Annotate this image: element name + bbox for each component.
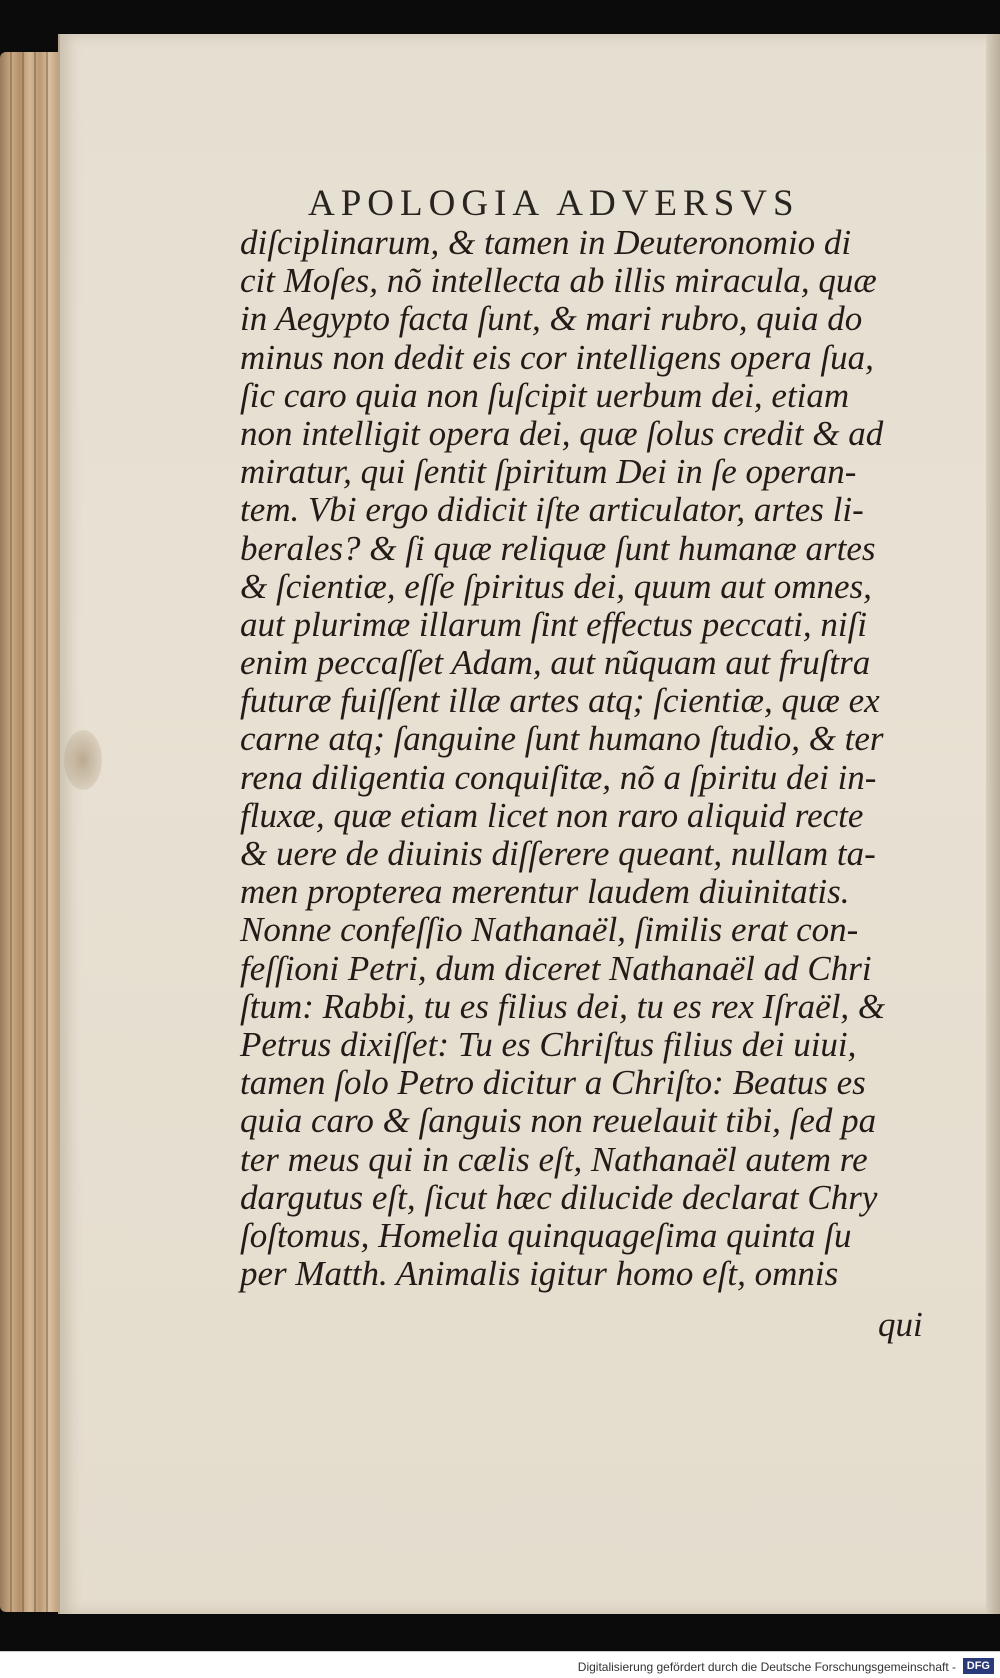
text-line: Petrus dixiſſet: Tu es Chriſtus filius dei uiui,: [240, 1024, 857, 1064]
text-line: futuræ fuiſſent illæ artes atq; ſcientiæ, quæ ex: [240, 681, 880, 721]
page-edges: [0, 52, 66, 1612]
text-line: per Matth. Animalis igitur homo eſt, omnis: [240, 1254, 839, 1294]
text-line: carne atq; ſanguine ſunt humano ſtudio, & ter: [240, 719, 884, 759]
text-line: Nonne confeſſio Nathanaël, ſimilis erat con-: [240, 910, 859, 950]
running-head: APOLOGIA ADVERSVS: [308, 183, 800, 224]
text-line: feſſioni Petri, dum diceret Nathanaël ad Chri: [240, 948, 872, 988]
text-line: aut plurimæ illarum ſint effectus peccati, niſi: [240, 604, 868, 644]
dfg-logo: DFG: [963, 1658, 994, 1674]
text-line: men propterea merentur laudem diuinitatis.: [240, 872, 850, 912]
text-line: quia caro & ſanguis non reuelauit tibi, ſed pa: [240, 1101, 877, 1141]
text-line: & ſcientiæ, eſſe ſpiritus dei, quum aut omnes,: [240, 566, 872, 606]
text-line: fluxæ, quæ etiam licet non raro aliquid recte: [240, 795, 864, 835]
text-line: enim peccaſſet Adam, aut nũquam aut fruſtra: [240, 643, 871, 683]
footer-bar: [0, 1651, 1000, 1678]
paper-stain: [64, 730, 102, 790]
text-line: ter meus qui in cælis eſt, Nathanaël autem re: [240, 1139, 868, 1179]
text-line: non intelligit opera dei, quæ ſolus credit & ad: [240, 413, 884, 453]
text-line: minus non dedit eis cor intelligens opera ſua,: [240, 337, 874, 377]
catchword: qui: [878, 1305, 923, 1344]
body-text: [240, 224, 940, 1293]
text-line: miratur, qui ſentit ſpiritum Dei in ſe operan-: [240, 452, 857, 492]
text-line: dargutus eſt, ſicut hæc dilucide declarat Chry: [240, 1177, 878, 1217]
text-line: tem. Vbi ergo didicit iſte articulator, artes li-: [240, 490, 864, 530]
text-line: tamen ſolo Petro dicitur a Chriſto: Beatus es: [240, 1063, 866, 1103]
text-line: & uere de diuinis diſſerere queant, nullam ta-: [240, 834, 876, 873]
text-line: ſtum: Rabbi, tu es filius dei, tu es rex Iſraël, &: [240, 986, 886, 1026]
text-line: berales? & ſi quæ reliquæ ſunt humanæ artes: [240, 528, 876, 568]
text-line: cit Moſes, nõ intellecta ab illis miracula, quæ: [240, 261, 877, 301]
text-line: diſciplinarum, & tamen in Deuteronomio di: [240, 223, 852, 262]
footer-credit: Digitalisierung gefördert durch die Deutsche Forschungsgemeinschaft -: [577, 1660, 956, 1674]
text-line: in Aegypto facta ſunt, & mari rubro, quia do: [240, 299, 863, 339]
text-line: ſic caro quia non ſuſcipit uerbum dei, etiam: [240, 375, 850, 415]
text-line: rena diligentia conquiſitæ, nõ a ſpiritu dei in-: [240, 757, 877, 797]
page-right-edge: [986, 34, 1000, 1614]
text-line: ſoſtomus, Homelia quinquageſima quinta ſu: [240, 1215, 852, 1255]
